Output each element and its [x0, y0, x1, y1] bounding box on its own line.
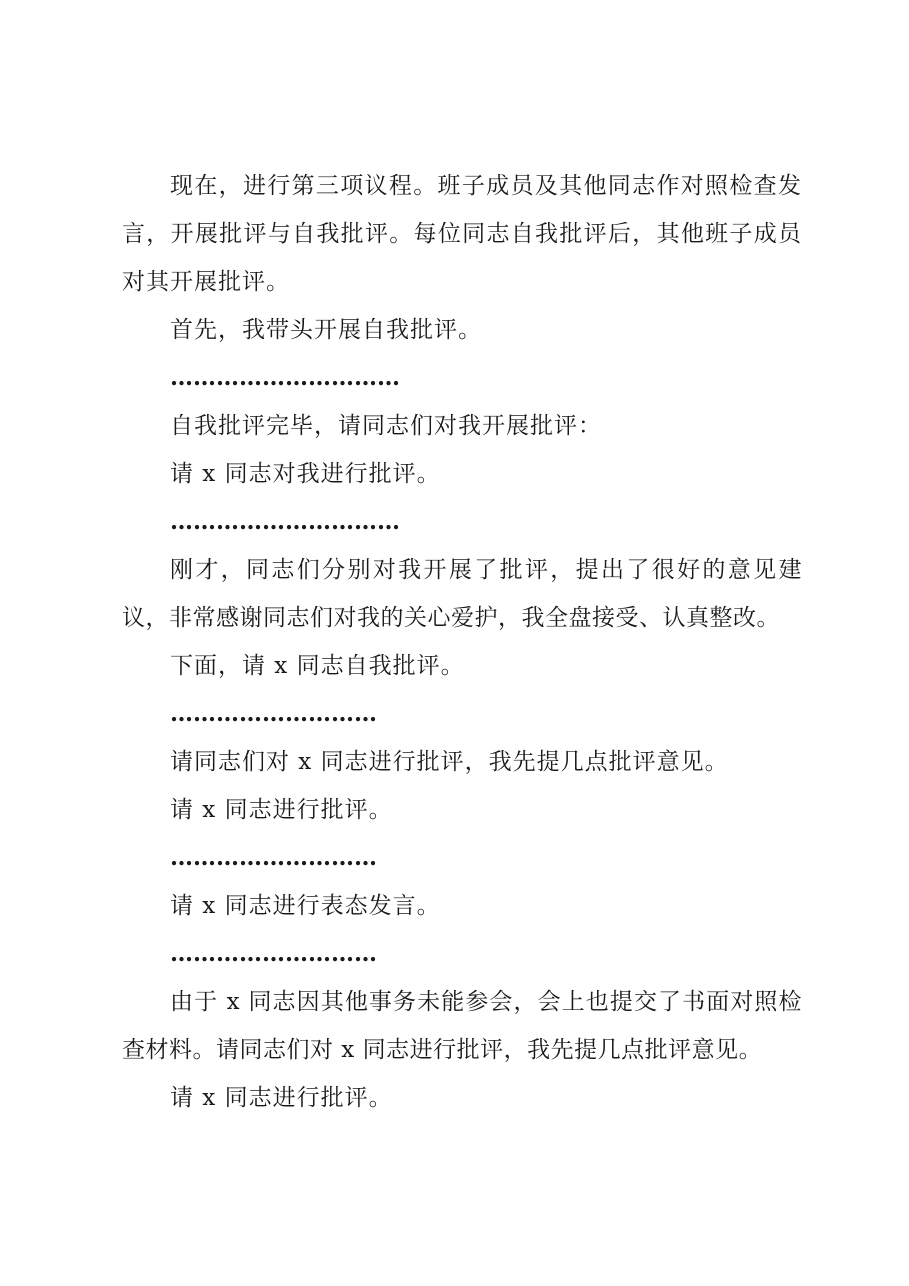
paragraph-invite-criticism: 请 x 同志进行批评。 — [170, 1085, 393, 1111]
paragraph-invite-criticism: 请 x 同志进行批评。 — [170, 797, 393, 823]
ellipsis-separator: ……………………… — [170, 700, 377, 727]
document-body — [122, 162, 802, 1122]
ellipsis-separator: ………………………… — [170, 364, 400, 391]
paragraph-invite-criticism: 请 x 同志对我进行批评。 — [170, 461, 441, 487]
paragraph-next-self-criticism: 下面，请 x 同志自我批评。 — [170, 653, 465, 679]
paragraph-criticism-opinions: 请同志们对 x 同志进行批评，我先提几点批评意见。 — [170, 749, 729, 775]
paragraph-self-criticism-done: 自我批评完毕，请同志们对我开展批评： — [170, 413, 602, 439]
paragraph-statement: 请 x 同志进行表态发言。 — [170, 893, 441, 919]
ellipsis-separator: ……………………… — [170, 940, 377, 967]
paragraph-thanks: 刚才，同志们分别对我开展了批评，提出了很好的意见建议，非常感谢同志们对我的关心爱护，我全盘接受、认真整改。 — [122, 557, 802, 631]
ellipsis-separator: ………………………… — [170, 508, 400, 535]
paragraph-agenda-item-three: 现在，进行第三项议程。班子成员及其他同志作对照检查发言，开展批评与自我批评。每位同志自我批评后，其他班子成员对其开展批评。 — [122, 173, 802, 295]
paragraph-self-criticism-start: 首先，我带头开展自我批评。 — [170, 317, 482, 343]
ellipsis-separator: ……………………… — [170, 844, 377, 871]
paragraph-absent-member: 由于 x 同志因其他事务未能参会，会上也提交了书面对照检查材料。请同志们对 x 同志进行批评，我先提几点批评意见。 — [122, 989, 802, 1063]
